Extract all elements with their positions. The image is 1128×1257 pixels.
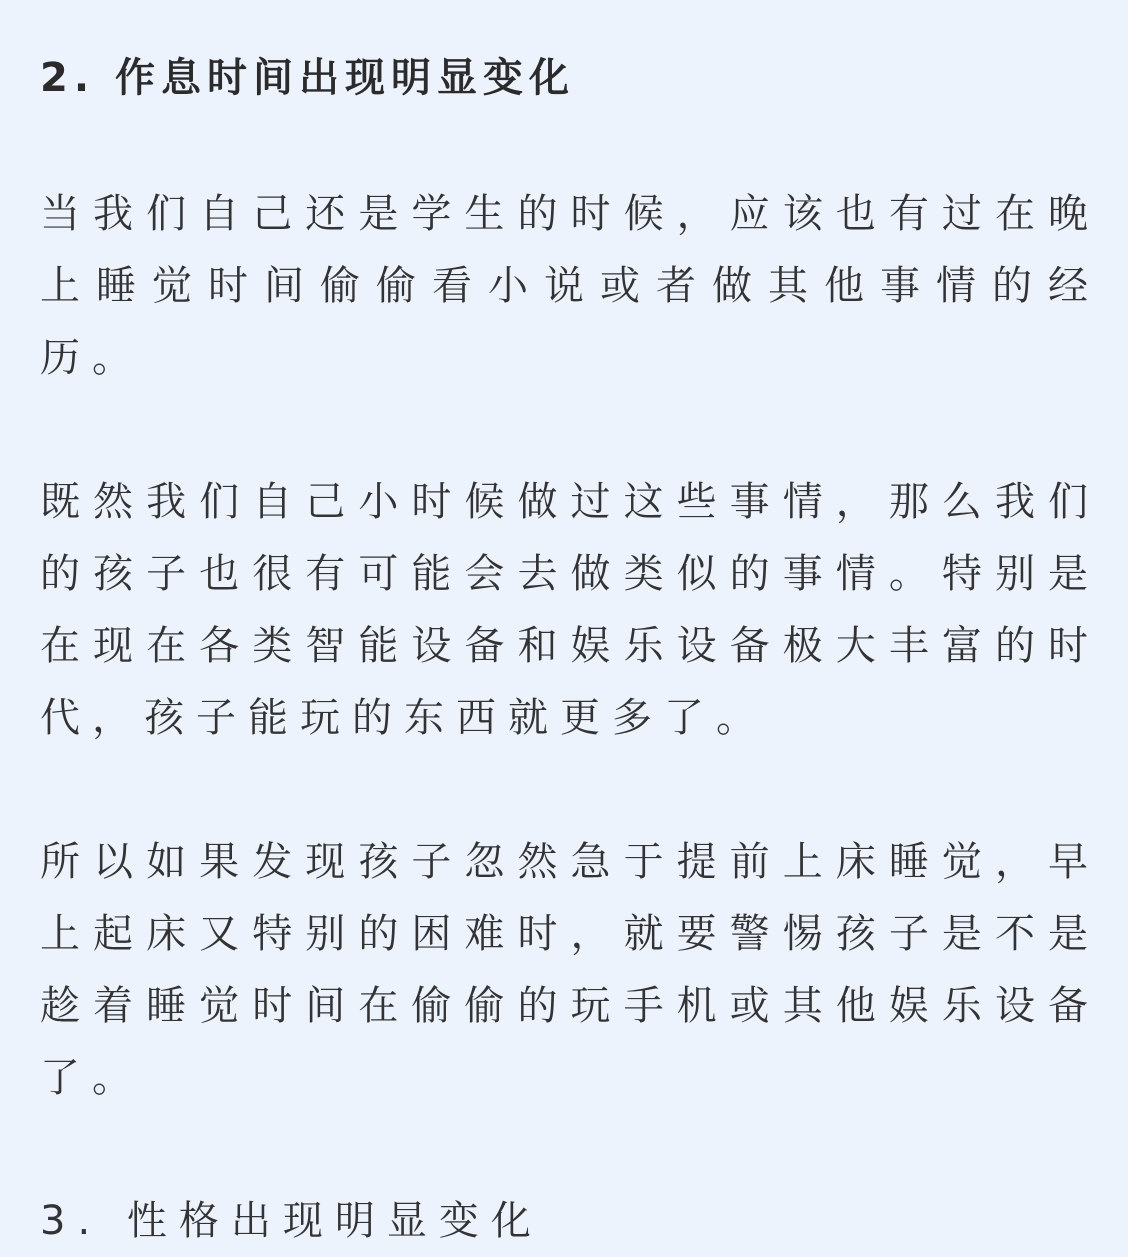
cut-off-heading: 3. 性格出现明显变化 [40, 1198, 543, 1244]
paragraph-line: 代，孩子能玩的东西就更多了。 [40, 695, 768, 741]
paragraph-line: 上睡觉时间偷偷看小说或者做其他事情的经 [40, 263, 1088, 309]
paragraph-line: 当我们自己还是学生的时候，应该也有过在晚 [40, 191, 1088, 237]
paragraph-line: 了。 [40, 1055, 144, 1101]
section-heading: 2. 作息时间出现明显变化 [40, 55, 575, 101]
paragraph-line: 历。 [40, 335, 144, 381]
paragraph-line: 既然我们自己小时候做过这些事情，那么我们 [40, 479, 1088, 525]
paragraph-line: 趁着睡觉时间在偷偷的玩手机或其他娱乐设备 [40, 983, 1088, 1029]
paragraph-line: 在现在各类智能设备和娱乐设备极大丰富的时 [40, 623, 1088, 669]
paragraph-1 [40, 178, 1088, 394]
partial-next-line [40, 1185, 1088, 1257]
paragraph-line: 所以如果发现孩子忽然急于提前上床睡觉，早 [40, 839, 1088, 885]
paragraph-2 [40, 466, 1088, 754]
paragraph-line: 上起床又特别的困难时，就要警惕孩子是不是 [40, 911, 1088, 957]
paragraph-3 [40, 826, 1088, 1114]
paragraph-line: 的孩子也很有可能会去做类似的事情。特别是 [40, 551, 1088, 597]
